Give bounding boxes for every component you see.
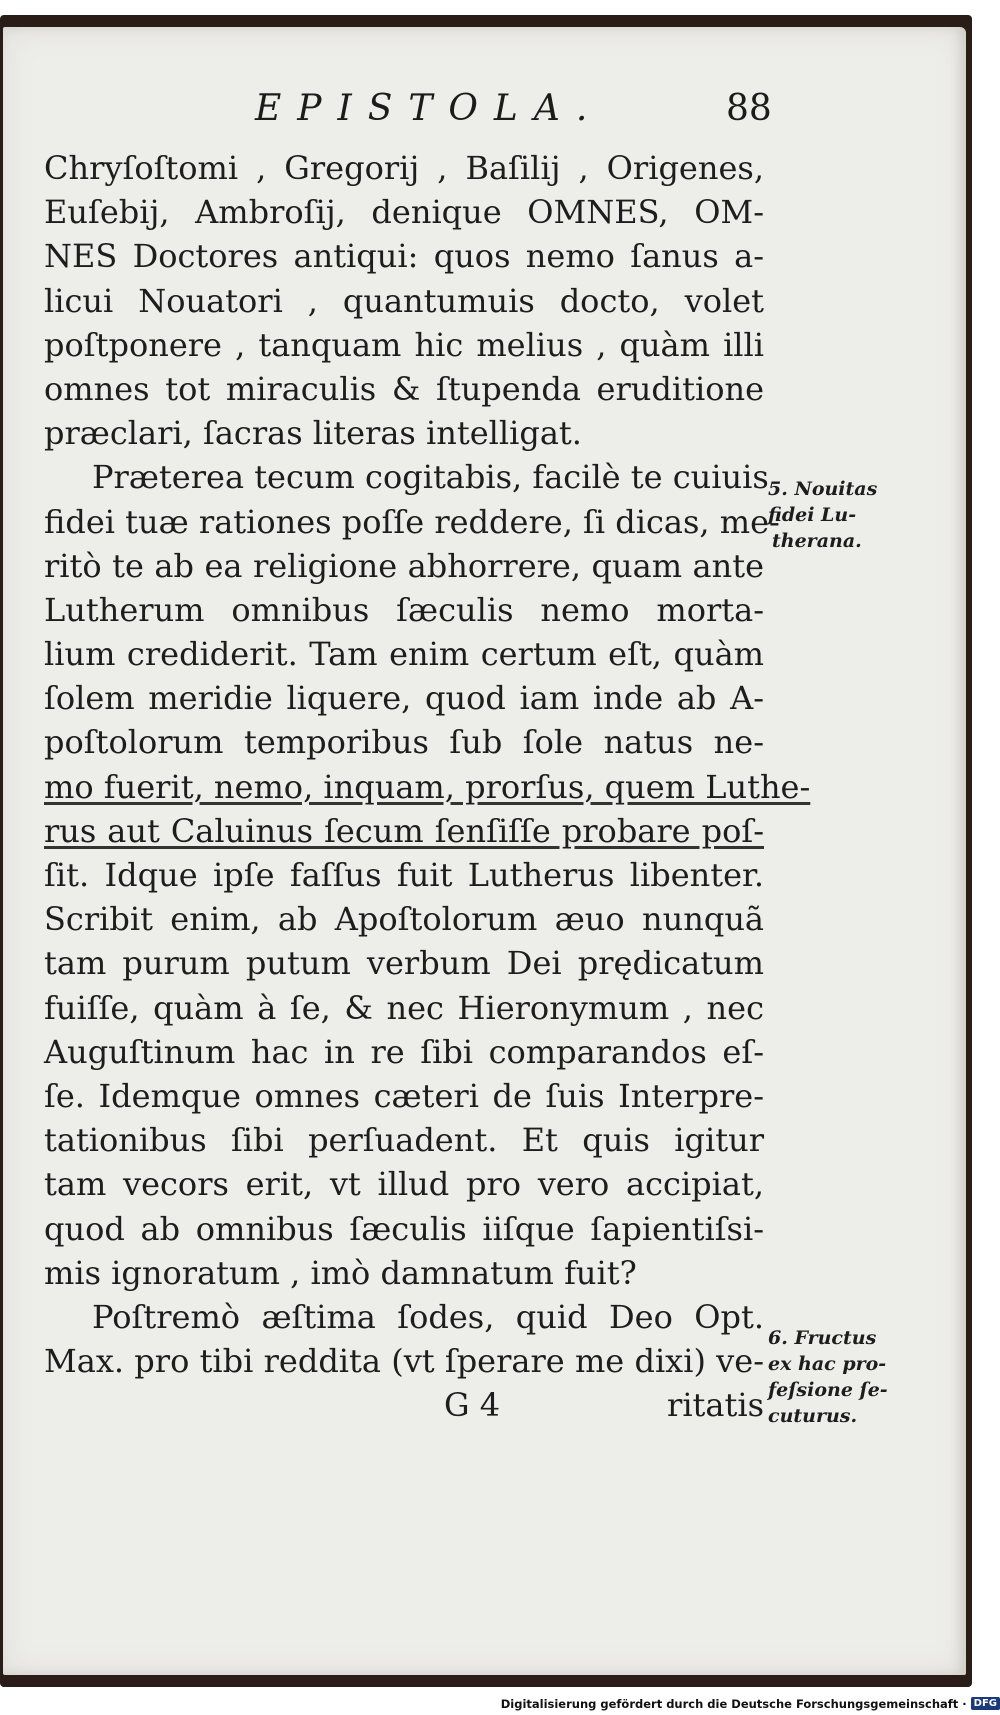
paragraph-start: Poſtremò æſtima ſodes, quid Deo Opt. bbox=[92, 1297, 764, 1336]
text-line: tam purum putum verbum Dei prędicatum bbox=[44, 944, 764, 983]
text-line: ſit. Idque ipſe faſſus fuit Lutherus libenter. bbox=[44, 856, 764, 894]
text-line: ſe. Idemque omnes cæteri de ſuis Interpre- bbox=[44, 1076, 764, 1115]
page-header bbox=[0, 88, 1000, 138]
signature-line bbox=[44, 1383, 764, 1427]
text-line: Auguſtinum hac in re ſibi comparandos eſ- bbox=[44, 1032, 764, 1071]
text-line: Chryſoſtomi , Gregorij , Baſilij , Origenes, bbox=[44, 149, 764, 187]
text-line: mis ignoratum , imò damnatum fuit? bbox=[44, 1253, 637, 1292]
catchword: ritatis bbox=[667, 1386, 764, 1425]
running-title: EPISTOLA. bbox=[255, 88, 604, 129]
text-line: tam vecors erit, vt illud pro vero accipiat, bbox=[44, 1165, 764, 1204]
text-line: tationibus ſibi perſuadent. Et quis igitur bbox=[44, 1121, 764, 1160]
text-line: ritò te ab ea religione abhorrere, quam ante bbox=[44, 546, 764, 585]
text-line: quod ab omnibus ſæculis iiſque ſapientiſsi- bbox=[44, 1209, 764, 1248]
text-line: ſolem meridie liquere, quod iam inde ab A- bbox=[44, 679, 764, 718]
page-number: 88 bbox=[726, 88, 772, 129]
text-line: Euſebij, Ambroſij, denique OMNES, OM- bbox=[44, 193, 764, 232]
paragraph-start: Præterea tecum cogitabis, facilè te cuiuis bbox=[92, 458, 769, 497]
margin-note-5: 5. Nouitas fidei Lu- therana. bbox=[768, 478, 878, 552]
text-line: Scribit enim, ab Apoſtolorum æuo nunquã bbox=[44, 900, 764, 939]
text-line: præclari, ſacras literas intelligat. bbox=[44, 414, 582, 453]
underlined-text-line: mo fuerit, nemo, inquam, prorſus, quem Luthe- bbox=[44, 767, 811, 806]
text-line: Lutherum omnibus ſæculis nemo morta- bbox=[44, 590, 764, 629]
signature-mark: G 4 bbox=[444, 1386, 501, 1425]
text-line: fuiſſe, quàm à ſe, & nec Hieronymum , nec bbox=[44, 988, 764, 1027]
underlined-text-line: rus aut Caluinus ſecum ſenſiſſe probare poſ- bbox=[44, 811, 764, 850]
text-line: poſtolorum temporibus ſub ſole natus ne- bbox=[44, 723, 764, 762]
dfg-logo: DFG bbox=[971, 1697, 1000, 1710]
body-text bbox=[44, 146, 811, 1427]
text-line: omnes tot miraculis & ſtupenda eruditione bbox=[44, 369, 764, 408]
text-line: poſtponere , tanquam hic melius , quàm illi bbox=[44, 325, 764, 364]
credit-text: Digitalisierung gefördert durch die Deutsche Forschungsgemeinschaft · bbox=[500, 1696, 967, 1711]
margin-note-6: 6. Fructus ex hac pro- feſsione ſe- cuturus. bbox=[768, 1327, 888, 1427]
text-line: Max. pro tibi reddita (vt ſperare me dixi) ve- bbox=[44, 1342, 764, 1381]
digitization-credit bbox=[500, 1694, 1000, 1713]
text-line: fidei tuæ rationes poſſe reddere, ſi dicas, me- bbox=[44, 502, 780, 541]
text-line: licui Nouatori , quantumuis docto, volet bbox=[44, 281, 764, 320]
text-line: NES Doctores antiqui: quos nemo ſanus a- bbox=[44, 237, 764, 276]
text-line: lium crediderit. Tam enim certum eſt, quàm bbox=[44, 635, 764, 674]
